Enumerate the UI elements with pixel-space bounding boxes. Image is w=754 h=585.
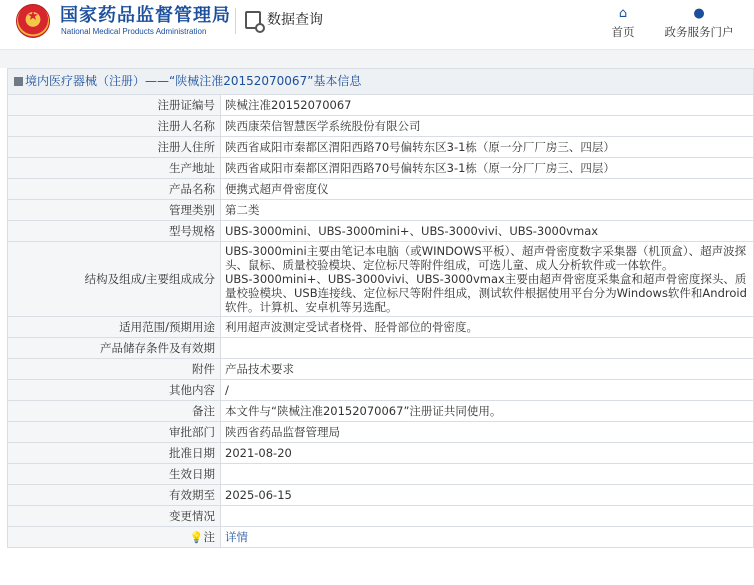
table-row: [8, 401, 754, 422]
table-row: [8, 221, 754, 242]
field-value: 利用超声波测定受试者桡骨、胫骨部位的骨密度。: [221, 317, 754, 338]
field-label: 有效期至: [8, 485, 221, 506]
table-row: [8, 485, 754, 506]
field-value: 陕械注准20152070067: [221, 95, 754, 116]
table-row: [8, 317, 754, 338]
field-value: 本文件与“陕械注准20152070067”注册证共同使用。: [221, 401, 754, 422]
details-link[interactable]: 详情: [225, 530, 248, 544]
structure-paragraph-1: UBS-3000mini主要由笔记本电脑（或WINDOWS平板）、超声骨密度数字采集器（机顶盒）、超声波探头、鼠标、质量校验模块、定位标尺等附件组成，可选儿童、成人分析软件或一体软件。: [225, 244, 747, 272]
field-value: 便携式超声骨密度仪: [221, 179, 754, 200]
data-query-label[interactable]: 数据查询: [267, 12, 323, 28]
table-row: [8, 464, 754, 485]
field-label: 适用范围/预期用途: [8, 317, 221, 338]
field-label: 注册证编号: [8, 95, 221, 116]
table-row: [8, 359, 754, 380]
national-emblem-logo: ★: [16, 4, 50, 38]
field-value: [221, 242, 754, 317]
field-label: 管理类别: [8, 200, 221, 221]
table-row: [8, 116, 754, 137]
field-value: 2025-06-15: [221, 485, 754, 506]
field-value: 产品技术要求: [221, 359, 754, 380]
field-label: 注册人住所: [8, 137, 221, 158]
note-label: 注: [203, 529, 215, 544]
table-row: [8, 380, 754, 401]
table-row: [8, 443, 754, 464]
table-row: [8, 137, 754, 158]
header-divider: [235, 8, 236, 34]
site-header: [0, 0, 754, 50]
table-row: [8, 527, 754, 548]
field-value: /: [221, 380, 754, 401]
header-spacer-band: [0, 50, 754, 68]
field-value: [221, 527, 754, 548]
field-label: 生效日期: [8, 464, 221, 485]
breadcrumb-square-icon: [14, 77, 23, 86]
table-row: [8, 422, 754, 443]
site-title[interactable]: 国家药品监督管理局: [60, 5, 231, 26]
field-label: 附件: [8, 359, 221, 380]
field-value: [221, 464, 754, 485]
field-value: 陕西省药品监督管理局: [221, 422, 754, 443]
table-row: [8, 95, 754, 116]
field-value: UBS-3000mini、UBS-3000mini+、UBS-3000vivi、UBS-3000vmax: [221, 221, 754, 242]
nav-gov-portal[interactable]: [658, 6, 740, 40]
home-icon: ⌂: [618, 6, 628, 21]
structure-paragraph-2: UBS-3000mini+、UBS-3000vivi、UBS-3000vmax主要由超声骨密度采集盒和超声骨密度探头、质量校验模块、USB连接线、定位标尺等附件组成，测试软件根据使用平台分为Windows软件和Android软件。计算机、安卓机等另选配。: [225, 272, 747, 314]
field-label: 备注: [8, 401, 221, 422]
field-label: 生产地址: [8, 158, 221, 179]
field-label: 批准日期: [8, 443, 221, 464]
nav-gov-portal-label: 政务服务门户: [664, 25, 734, 39]
search-document-icon[interactable]: [245, 11, 261, 29]
field-value: 2021-08-20: [221, 443, 754, 464]
field-label: 审批部门: [8, 422, 221, 443]
table-row: [8, 506, 754, 527]
field-label: 结构及组成/主要组成成分: [8, 242, 221, 317]
field-label: 型号规格: [8, 221, 221, 242]
table-row: [8, 200, 754, 221]
nav-home-label: 首页: [611, 25, 635, 39]
field-label: 产品储存条件及有效期: [8, 338, 221, 359]
table-row: [8, 242, 754, 317]
table-row: [8, 338, 754, 359]
breadcrumb: [7, 68, 754, 94]
field-label: 其他内容: [8, 380, 221, 401]
user-icon: ●: [693, 6, 705, 21]
field-value: 陕西省咸阳市秦都区渭阳西路70号偏转东区3-1栋（原一分厂厂房三、四层）: [221, 137, 754, 158]
header-bottom-line: [0, 49, 754, 50]
field-label: 注册人名称: [8, 116, 221, 137]
table-row: [8, 158, 754, 179]
field-value: 第二类: [221, 200, 754, 221]
table-row: [8, 179, 754, 200]
field-value: [221, 338, 754, 359]
nav-home[interactable]: [606, 6, 640, 40]
field-label: 变更情况: [8, 506, 221, 527]
field-value: [221, 506, 754, 527]
field-value: 陕西省咸阳市秦都区渭阳西路70号偏转东区3-1栋（原一分厂厂房三、四层）: [221, 158, 754, 179]
breadcrumb-text: 境内医疗器械（注册）——“陕械注准20152070067”基本信息: [25, 74, 362, 88]
device-info-table: [7, 94, 754, 548]
field-label: 产品名称: [8, 179, 221, 200]
lightbulb-icon: 💡: [189, 530, 204, 544]
field-value: 陕西康荣信智慧医学系统股份有限公司: [221, 116, 754, 137]
field-label: [8, 527, 221, 548]
site-subtitle: National Medical Products Administration: [61, 27, 207, 36]
